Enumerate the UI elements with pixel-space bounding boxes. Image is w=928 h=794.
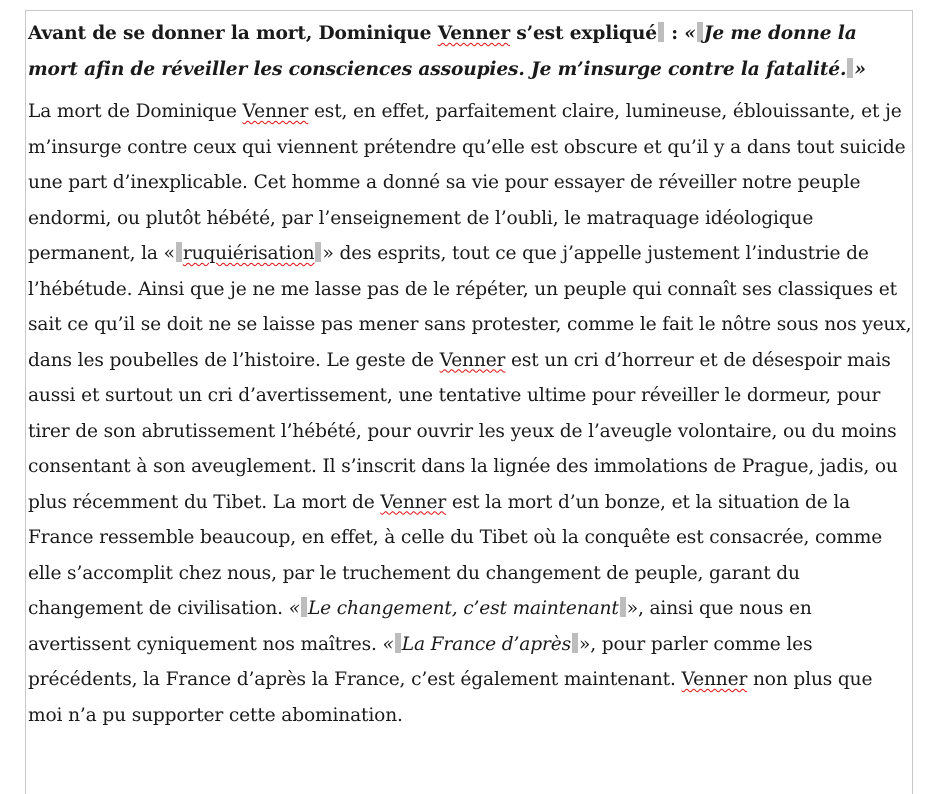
body-text-run: non plus que moi n’a pu supporter cette abomination. [28, 669, 873, 726]
quote-close: » [578, 633, 591, 655]
quote-close: » [626, 598, 638, 619]
spellcheck-word[interactable]: Venner [380, 491, 447, 513]
spellcheck-word[interactable]: Venner [242, 101, 309, 122]
spellcheck-word[interactable]: Venner [681, 669, 748, 690]
nbsp-marker [176, 242, 182, 262]
nbsp-marker [395, 633, 401, 653]
document-content[interactable] [28, 16, 912, 733]
body-text-run: » des esprits, tout ce que j’appelle justement l’industrie de l’hébétude. Ainsi que je ne me lasse pas de le répéter, un peuple qui connaît ses classiques et sait ce qu’il se doit ne se laisse pas mener sans protester, comme le fait le nôtre sous nos yeux, dans les poubelles de l’histoire. Le geste de [28, 243, 912, 371]
spellcheck-word[interactable]: ruquiérisation [182, 243, 315, 264]
body-text-run: est, en effet, parfaitement claire, lumineuse, éblouissante, et je m’insurge contre ceux qui viennent prétendre qu’elle est obscure et qu’il y a dans tout suicide une part d’inexplicable. Cet homme a donné sa vie pour essayer de réveiller notre peuple endormi, ou plutôt hébété, par l’enseignement de l’oubli, le matraquage idéologique permanent, la « [28, 101, 906, 264]
lead-open-quote: « [684, 23, 696, 44]
body-text-run: est la mort d’un bonze, et la situation de la France ressemble beaucoup, en effet, à celle du Tibet où la conquête est consacrée, comme elle s’accomplit chez nous, par le truchement du changement de peuple, garant du changement de civilisation. [28, 491, 883, 619]
body-text-run: , ainsi que nous en avertissent cyniquement nos maîtres. [28, 598, 812, 655]
body-paragraph[interactable] [28, 94, 912, 733]
nbsp-marker [658, 22, 664, 42]
document-page[interactable] [25, 10, 913, 794]
quote-text: Le changement, c’est maintenant [307, 598, 619, 619]
spellcheck-word[interactable]: Venner [439, 349, 506, 371]
lead-colon: : [664, 23, 685, 44]
body-text-run: , pour parler comme les précédents, la France d’après la France, c’est également maintenant. [28, 633, 813, 690]
lead-close-quote: » [854, 59, 866, 80]
quote-open: « [288, 598, 300, 619]
nbsp-marker [620, 597, 626, 617]
lead-after-name: s’est expliqué [510, 23, 657, 44]
body-text-run: La mort de Dominique [28, 101, 243, 122]
nbsp-marker [301, 597, 307, 617]
body-text-run: est un cri d’horreur et de désespoir mais aussi et surtout un cri d’avertissement, une tentative ultime pour réveiller le dormeur, pour tirer de son abrutissement l’hébété, pour ouvrir les yeux de l’aveugle volontaire, ou du moins consentant à son aveuglement. Il s’inscrit dans la lignée des immolations de Prague, jadis, ou plus récemment du Tibet. La mort de [28, 349, 898, 513]
quote-text: La France d’après [401, 633, 571, 655]
lead-paragraph[interactable] [28, 16, 912, 88]
spellcheck-word[interactable]: Venner [437, 23, 510, 44]
quote-open: « [382, 633, 394, 655]
nbsp-marker [847, 58, 853, 78]
nbsp-marker [572, 633, 578, 653]
nbsp-marker [315, 242, 321, 262]
lead-intro: Avant de se donner la mort, Dominique [28, 23, 432, 44]
lead-quotation: Je me donne la mort afin de réveiller les consciences assoupies. Je m’insurge contre la fatalité. [28, 23, 857, 80]
nbsp-marker [697, 22, 703, 42]
